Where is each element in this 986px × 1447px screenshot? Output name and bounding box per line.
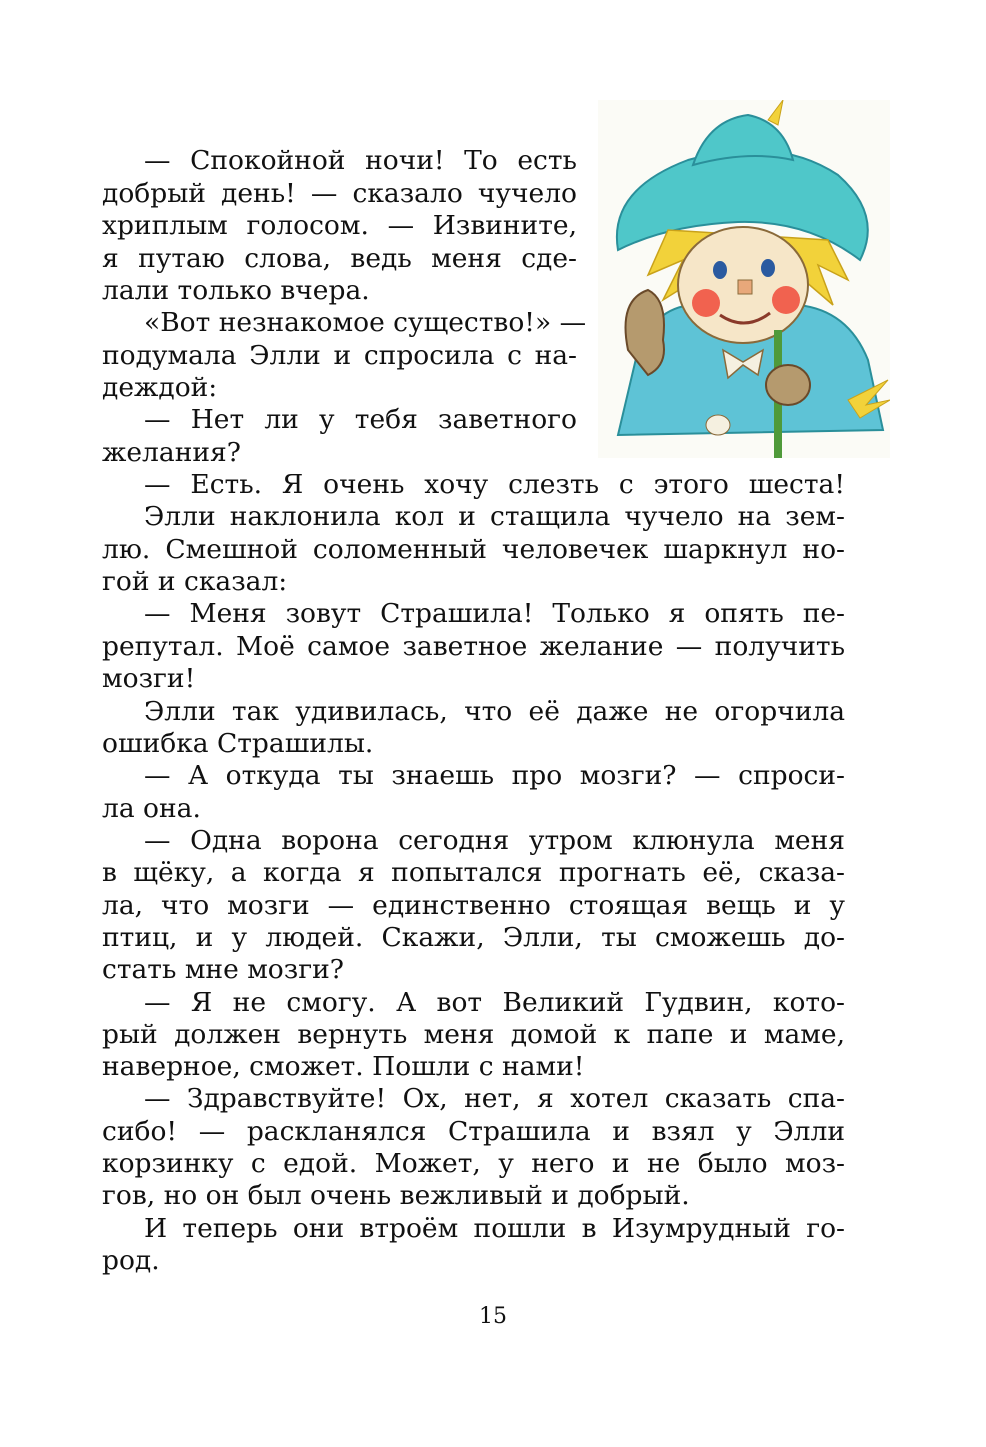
text-line: я путаю слова, ведь меня сде- — [102, 243, 577, 274]
text-line: — Я не смогу. А вот Великий Гудвин, кото- — [144, 987, 845, 1018]
text-line: И теперь они втроём пошли в Изумрудный го- — [144, 1213, 845, 1244]
text-line: лю. Смешной соломенный человечек шаркнул но- — [102, 534, 845, 565]
text-line: рый должен вернуть меня домой к папе и маме, — [102, 1019, 845, 1050]
text-line: Элли так удивилась, что её даже не огорчила — [144, 696, 845, 727]
scarecrow-illustration — [598, 100, 890, 458]
text-line: Элли наклонила кол и стащила чучело на зем- — [144, 501, 845, 532]
text-line: — Здравствуйте! Ох, нет, я хотел сказать спа- — [144, 1083, 845, 1114]
text-line: стать мне мозги? — [102, 954, 344, 985]
text-line: хриплым голосом. — Извините, — [102, 210, 577, 241]
text-line: птиц, и у людей. Скажи, Элли, ты сможешь до- — [102, 922, 845, 953]
text-line: в щёку, а когда я попытался прогнать её, сказа- — [102, 857, 845, 888]
text-line: — А откуда ты знаешь про мозги? — спроси- — [144, 760, 845, 791]
text-line: — Нет ли у тебя заветного — [144, 404, 577, 435]
text-line: ла, что мозги — единственно стоящая вещь и у — [102, 890, 845, 921]
text-line: ошибка Страшилы. — [102, 728, 374, 759]
text-line: деждой: — [102, 372, 218, 403]
text-line: желания? — [102, 437, 241, 468]
text-line: ла она. — [102, 793, 201, 824]
text-line: корзинку с едой. Может, у него и не было моз- — [102, 1148, 845, 1179]
text-line: добрый день! — сказало чучело — [102, 178, 577, 209]
text-line: мозги! — [102, 663, 196, 694]
text-line: — Меня зовут Страшила! Только я опять пе- — [144, 598, 845, 629]
text-line: репутал. Моё самое заветное желание — получить — [102, 631, 845, 662]
text-line: «Вот незнакомое существо!» — — [144, 307, 587, 338]
text-line: наверное, сможет. Пошли с нами! — [102, 1051, 585, 1082]
text-line: гой и сказал: — [102, 566, 288, 597]
text-line: подумала Элли и спросила с на- — [102, 340, 577, 371]
text-line: — Есть. Я очень хочу слезть с этого шеста! — [144, 469, 845, 500]
page-number: 15 — [479, 1304, 507, 1329]
text-line: гов, но он был очень вежливый и добрый. — [102, 1180, 690, 1211]
text-line: — Одна ворона сегодня утром клюнула меня — [144, 825, 845, 856]
text-line: род. — [102, 1245, 160, 1276]
text-line: лали только вчера. — [102, 275, 370, 306]
text-line: — Спокойной ночи! То есть — [144, 145, 577, 176]
text-line: сибо! — раскланялся Страшила и взял у Элли — [102, 1116, 845, 1147]
